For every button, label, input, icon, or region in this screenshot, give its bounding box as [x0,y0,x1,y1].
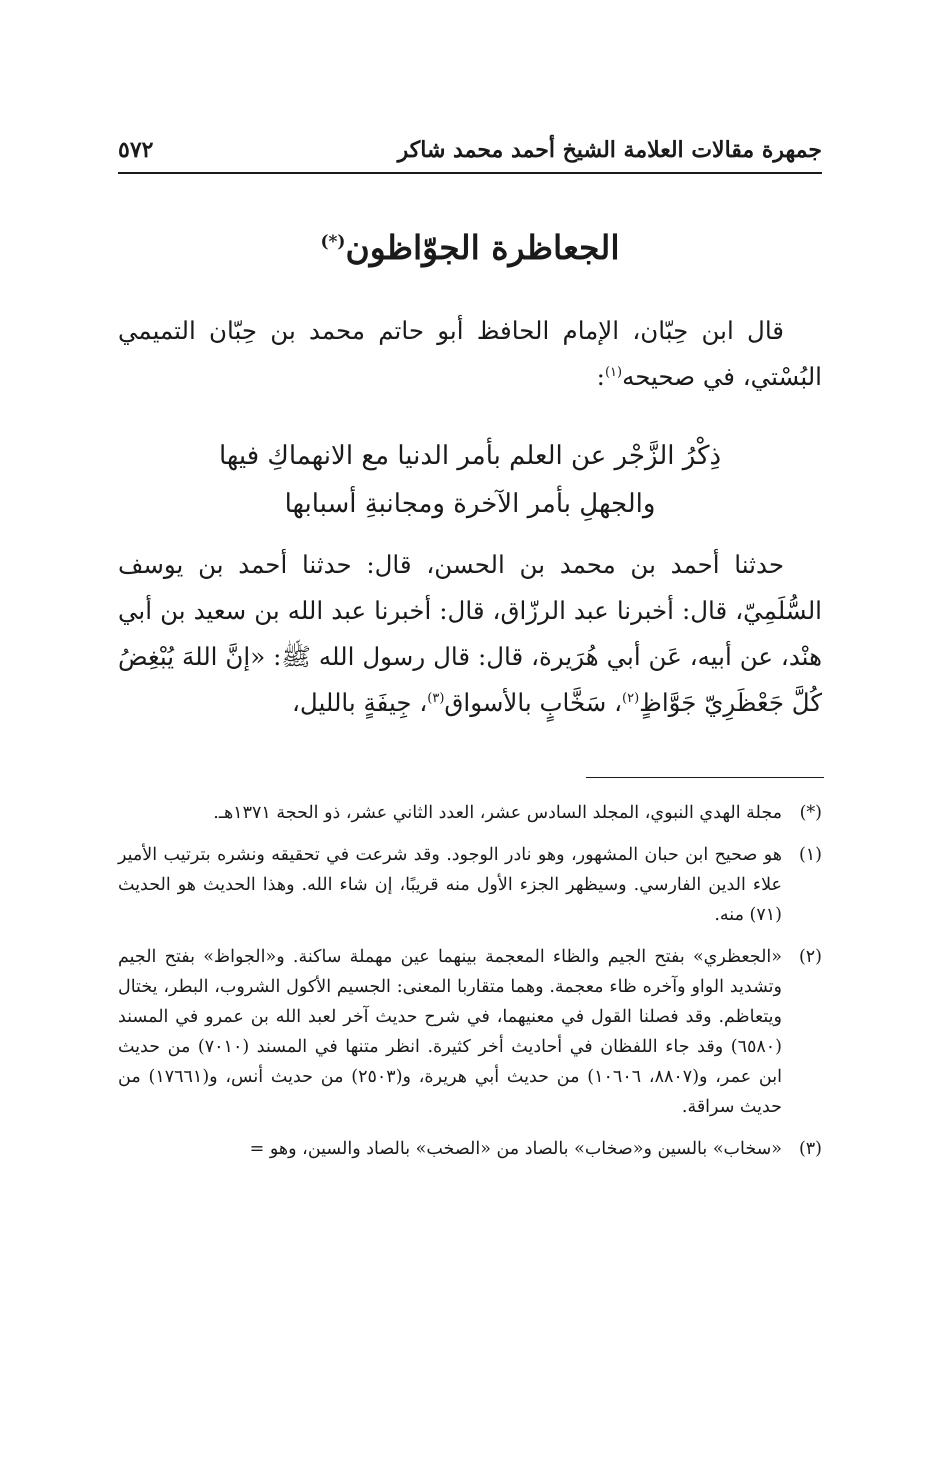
footnote-mark: (*) [799,803,822,823]
running-title: جمهرة مقالات العلامة الشيخ أحمد محمد شاكر [397,137,822,163]
article-title-text: الجعاظرة الجوّاظون [345,228,620,267]
footnote-ref-3: (٣) [427,690,445,706]
hadith-text-part-1: حدثنا أحمد بن محمد بن الحسن، قال: حدثنا أحمد بن يوسف السُّلَمِيّ، قال: أخبرنا عبد الرزّاق، قال: أخبرنا عبد الله بن سعيد بن أبي هنْد، عن أبيه، عَن أبي هُرَيرة، قال: قال رسول الله ﷺ: «إنَّ اللهَ يُبْغِضُ كُلَّ جَعْظَرِيّ جَوَّاظٍ [118,550,822,717]
page-number: ٥٧٢ [118,137,154,163]
chapter-heading [118,432,822,528]
footnote-ref-1: (١) [604,364,623,380]
hadith-text-part-3: ، جِيفَةٍ بالليل، [292,688,428,717]
footnote-ref-2: (٢) [622,690,640,706]
footnote-item [118,798,822,828]
footnote-mark: (٢) [798,947,822,967]
footnote-mark: (١) [798,845,822,865]
footnote-item [118,1134,822,1164]
footnote-item [118,840,822,930]
hadith-paragraph [118,542,822,726]
intro-text: قال ابن حِبّان، الإمام الحافظ أبو حاتم محمد بن حِبّان التميمي البُسْتي، في صحيحه [118,316,822,391]
article-title [118,228,822,267]
footnote-text: مجلة الهدي النبوي، المجلد السادس عشر، العدد الثاني عشر، ذو الحجة ١٣٧١هـ. [213,803,782,823]
footnote-text: «الجعظري» بفتح الجيم والظاء المعجمة بينهما عين مهملة ساكنة. و«الجواظ» بفتح الجيم وتشديد الواو وآخره ظاء معجمة. وهما متقاربا المعنى: الجسيم الأكول الشروب، البطر، يختال ويتعاظم. وقد فصلنا القول في معنيهما، في شرح حديث آخر لعبد الله بن عمرو في المسند (٦٥٨٠) وقد جاء اللفظان في أحاديث أخر كثيرة. انظر متنها في المسند (٧٠١٠) من حديث ابن عمر، و(٨٨٠٧، ١٠٦٠٦) من حديث أبي هريرة، و(٢٥٠٣) من حديث أنس، و(١٧٦٦١) من حديث سراقة. [118,947,782,1117]
hadith-text-part-2: ، سَخَّابٍ بالأسواق [444,688,623,717]
footnote-separator [586,777,824,778]
footnote-text: هو صحيح ابن حبان المشهور، وهو نادر الوجود. وقد شرعت في تحقيقه ونشره بترتيب الأمير علاء الدين الفارسي. وسيظهر الجزء الأول منه قريبًا، إن شاء الله. وهذا الحديث هو الحديث (٧١) منه. [118,845,782,925]
footnotes [118,798,822,1176]
chapter-heading-line-1: ذِكْرُ الزَّجْر عن العلم بأمر الدنيا مع الانهماكِ فيها [218,441,722,471]
chapter-heading-line-2: والجهلِ بأمر الآخرة ومجانبةِ أسبابها [284,489,656,519]
article-title-mark: (*) [320,232,346,252]
page-header [118,128,822,174]
footnote-item [118,942,822,1122]
footnote-text: «سخاب» بالسين و«صخاب» بالصاد من «الصخب» بالصاد والسين، وهو = [249,1139,782,1159]
footnote-mark: (٣) [798,1139,822,1159]
intro-tail: : [596,362,605,391]
intro-paragraph [118,308,822,400]
